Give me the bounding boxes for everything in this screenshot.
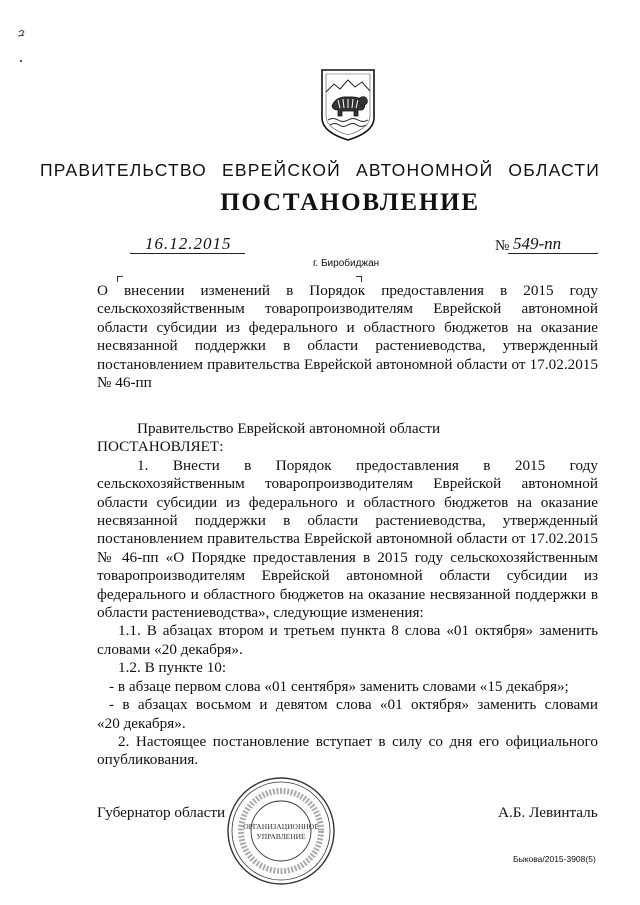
coat-of-arms-emblem [318,66,378,144]
clause-line: сельскохозяйственным товаропроизводителям Еврейской автономной [97,475,598,493]
clause-line: № 46-пп «О Порядке предоставления в 2015 году сельскохозяйственным [97,548,598,566]
number-underline [508,253,598,254]
clause-line: несвязанной поддержки в области растениеводства, утвержденный [97,512,598,530]
subject-line: постановлением правительства Еврейской автономной области от 17.02.2015 [97,355,598,373]
subject-line: области субсидии из федерального и областного бюджетов на оказание [97,318,598,336]
clause-2 [97,733,598,770]
clause-1 [97,457,598,623]
clause-1-2: 1.2. В пункте 10: [118,659,227,677]
clause-line: области растениеводства», следующие изменения: [97,604,424,622]
preamble: Правительство Еврейской автономной области [137,420,441,437]
clause-1-1 [97,622,598,659]
clause-line: 1.1. В абзацах втором и третьем пункта 8 слова «01 октября» заменить [118,622,598,640]
executor-code: Быкова/2015-3908(5) [513,854,596,864]
date-underline [130,253,245,254]
official-stamp [225,775,337,887]
document-subject [97,282,598,392]
stamp-text-1: ОРГАНИЗАЦИОННОЕ [243,822,319,831]
document-city: г. Биробиджан [313,258,380,269]
document-number: 549-пп [513,234,562,253]
subject-line: О внесении изменений в Порядок предоставления в 2015 году [97,282,598,299]
scan-marks [16,26,28,78]
clause-line: - в абзацах восьмом и девятом слова «01 октября» заменить словами [109,696,598,714]
clause-line: «20 декабря». [97,714,186,732]
clause-line: 2. Настоящее постановление вступает в силу со дня его официального [118,732,598,750]
clause-line: товаропроизводителям Еврейской автономной области субсидии из [97,567,598,585]
clause-1-2-b [97,696,598,733]
clause-line: федерального и областного бюджетов на оказание несвязанной поддержки в [97,585,598,603]
clause-line: 1. Внести в Порядок предоставления в 2015 году [137,456,598,474]
document-body [97,420,598,770]
resolves-heading: ПОСТАНОВЛЯЕТ: [97,438,224,456]
clause-1-2-a: - в абзаце первом слова «01 сентября» заменить словами «15 декабря»; [109,677,569,695]
organization-name: ПРАВИТЕЛЬСТВО ЕВРЕЙСКОЙ АВТОНОМНОЙ ОБЛАСТИ [39,160,601,180]
clause-line: опубликования. [97,751,199,769]
subject-line: несвязанной поддержки в области растениеводства, утвержденный [97,337,598,355]
clause-line: постановлением правительства Еврейской автономной области от 17.02.2015 [97,530,598,548]
document-number-label: № [495,238,510,254]
subject-line: № 46-пп [97,374,152,392]
stamp-text-2: УПРАВЛЕНИЕ [256,832,306,841]
clause-line: словами «20 декабря». [97,640,243,658]
document-date: 16.12.2015 [145,234,232,253]
clause-line: области субсидии из федерального и областного бюджетов на оказание [97,493,598,511]
signatory-name: А.Б. Левинталь [498,804,598,821]
document-type-title: ПОСТАНОВЛЕНИЕ [220,189,480,216]
signatory-position: Губернатор области [97,804,226,821]
subject-line: сельскохозяйственным товаропроизводителям Еврейской автономной [97,300,598,318]
